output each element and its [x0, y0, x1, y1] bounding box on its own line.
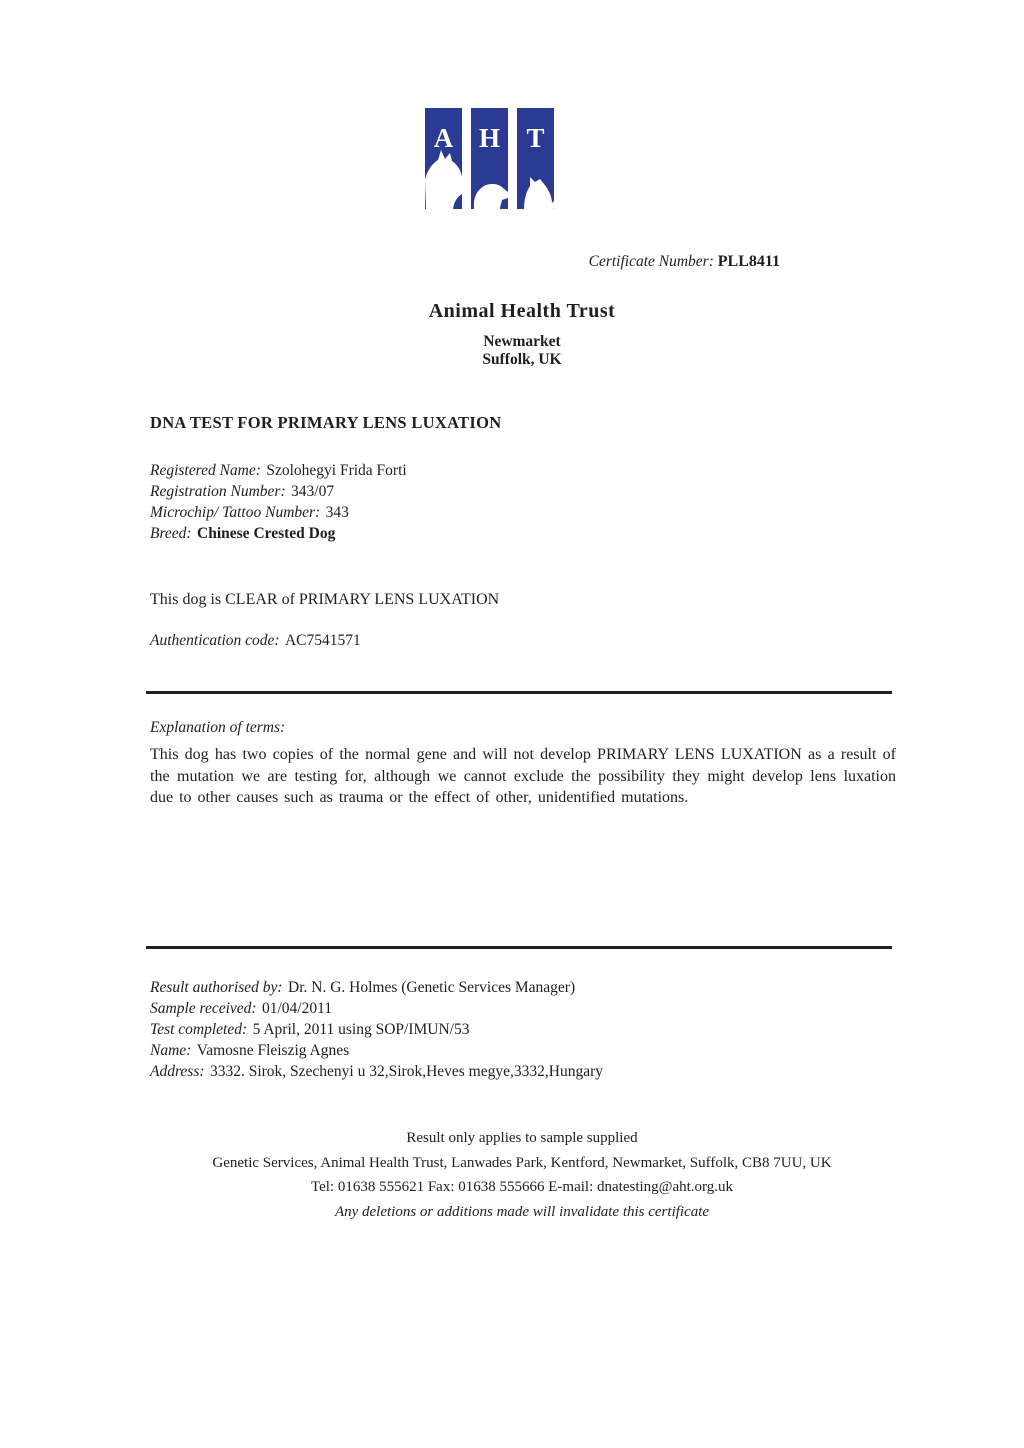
field-microchip-number: [150, 502, 407, 523]
authorisation-details: [150, 977, 603, 1082]
certificate-number-label: Certificate Number:: [588, 253, 714, 270]
field-breed-label: Breed:: [150, 525, 192, 542]
result-statement: This dog is CLEAR of PRIMARY LENS LUXATION: [150, 591, 500, 608]
field-registration-number: [150, 481, 407, 502]
logo-letter-a: A: [433, 123, 454, 153]
field-sample-received-value: 01/04/2011: [262, 1000, 333, 1017]
footer-contact: Tel: 01638 555621 Fax: 01638 555666 E-mail: dnatesting@aht.org.uk: [310, 1179, 734, 1195]
organisation-city: Newmarket: [483, 333, 561, 350]
field-breed: [150, 523, 407, 544]
explanation-section: [150, 719, 896, 809]
field-registered-name: [150, 460, 407, 481]
divider-line-top: [146, 691, 892, 694]
explanation-body: This dog has two copies of the normal gene and will not develop PRIMARY LENS LUXATION as a result of the mutation we are testing for, although we cannot exclude the possibility they might develop lens luxation due to other causes such as trauma or the effect of other, unidentified mutations.: [150, 746, 896, 806]
field-result-authorised-by-label: Result authorised by:: [150, 979, 283, 996]
organisation-region: Suffolk, UK: [482, 351, 562, 368]
field-owner-address-label: Address:: [150, 1063, 205, 1080]
explanation-heading: Explanation of terms:: [150, 719, 286, 736]
footer-sample-note: Result only applies to sample supplied: [406, 1130, 638, 1146]
field-registered-name-value: Szolohegyi Frida Forti: [266, 462, 407, 479]
field-sample-received-label: Sample received:: [150, 1000, 257, 1017]
logo-letter-t: T: [526, 123, 545, 153]
field-result-authorised-by: [150, 977, 603, 998]
field-owner-address-value: 3332. Sirok, Szechenyi u 32,Sirok,Heves megye,3332,Hungary: [209, 1063, 603, 1080]
footer: [20, 1126, 1024, 1224]
field-microchip-number-value: 343: [325, 504, 349, 521]
field-owner-name-label: Name:: [150, 1042, 192, 1059]
authentication-code: [150, 632, 361, 650]
field-registered-name-label: Registered Name:: [150, 462, 261, 479]
field-test-completed-label: Test completed:: [150, 1021, 248, 1038]
field-owner-name-value: Vamosne Fleiszig Agnes: [196, 1042, 350, 1059]
certificate-number-value: PLL8411: [717, 253, 780, 270]
footer-address: Genetic Services, Animal Health Trust, Lanwades Park, Kentford, Newmarket, Suffolk, CB8 7UU, UK: [212, 1154, 832, 1171]
organisation-name: Animal Health Trust: [428, 300, 616, 322]
test-title: DNA TEST FOR PRIMARY LENS LUXATION: [150, 413, 502, 432]
aht-logo: [425, 108, 559, 210]
field-result-authorised-by-value: Dr. N. G. Holmes (Genetic Services Manager): [288, 979, 576, 996]
dog-details: [150, 460, 407, 544]
field-microchip-number-label: Microchip/ Tattoo Number:: [150, 504, 321, 521]
certificate-number: [0, 253, 780, 271]
field-owner-name: [150, 1040, 603, 1061]
organisation-header: [20, 300, 1024, 369]
field-sample-received: [150, 998, 603, 1019]
footer-invalidate-note: Any deletions or additions made will invalidate this certificate: [334, 1203, 710, 1220]
authentication-code-value: AC7541571: [284, 632, 361, 649]
authentication-code-label: Authentication code:: [150, 632, 280, 649]
field-test-completed-value: 5 April, 2011 using SOP/IMUN/53: [252, 1021, 470, 1038]
field-owner-address: [150, 1061, 603, 1082]
field-registration-number-label: Registration Number:: [150, 483, 286, 500]
divider-line-bottom: [146, 946, 892, 949]
logo-letter-h: H: [478, 123, 501, 153]
field-breed-value: Chinese Crested Dog: [197, 525, 336, 542]
field-registration-number-value: 343/07: [291, 483, 335, 500]
field-test-completed: [150, 1019, 603, 1040]
